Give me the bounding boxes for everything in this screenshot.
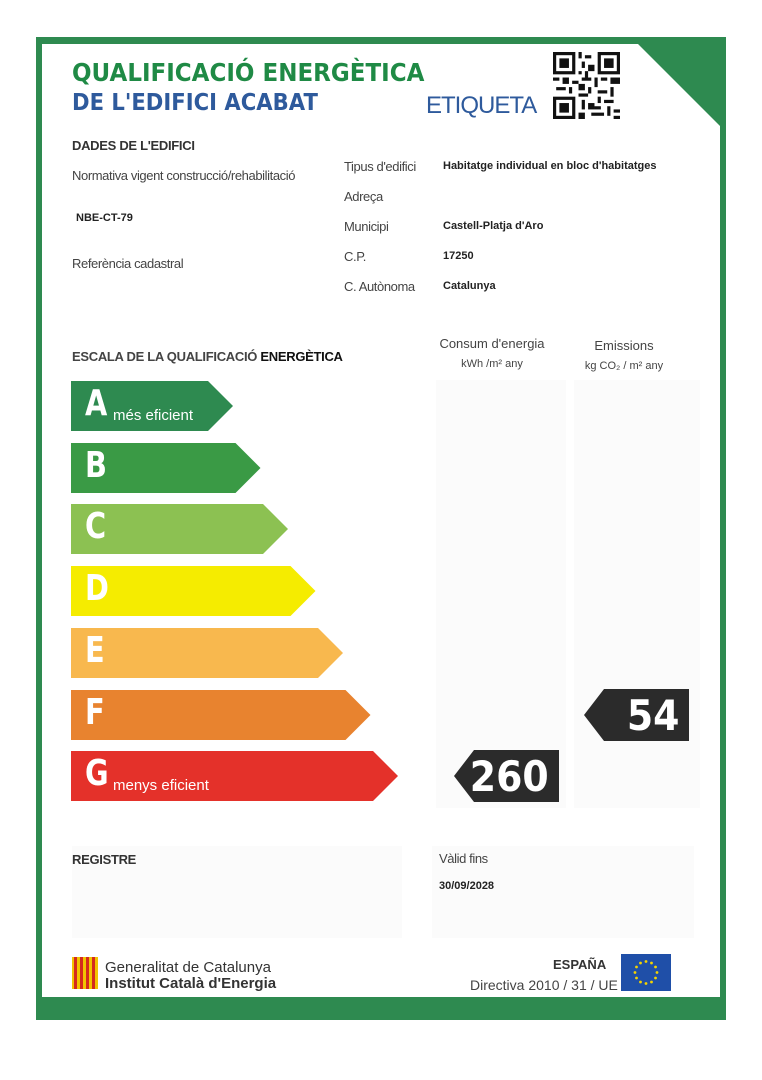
- grade-bar-f: [71, 690, 371, 740]
- grade-g-note: menys eficient: [113, 777, 209, 795]
- grade-bar-e: [71, 628, 343, 678]
- consum-header-title: Consum d'energia: [439, 336, 545, 351]
- codi-postal-value: 17250: [443, 250, 474, 262]
- grade-c-letter: C: [85, 506, 107, 548]
- eu-star: [635, 966, 638, 969]
- grade-bar-g: [71, 751, 398, 801]
- valid-until-label: Vàlid fins: [439, 851, 488, 866]
- eu-flag-icon: [621, 954, 671, 991]
- institut-name: Institut Català d'Energia: [105, 975, 277, 992]
- grade-d-letter: D: [85, 568, 109, 610]
- grade-g-letter: G: [85, 753, 109, 795]
- grade-bar-f-arrow: [71, 690, 371, 740]
- grade-f-letter: F: [85, 691, 105, 733]
- scale-title-part1: ESCALA DE LA QUALIFICACIÓ: [72, 349, 258, 364]
- emissions-rating-badge: [584, 689, 689, 741]
- grade-bar-c: [71, 504, 288, 554]
- eu-star: [654, 966, 657, 969]
- consum-rating-value: 260: [470, 752, 549, 802]
- grade-a-letter: A: [85, 383, 108, 424]
- directive-label: Directiva 2010 / 31 / UE: [470, 977, 618, 993]
- consum-column: [436, 380, 566, 808]
- consum-units: kWh /m² any: [461, 358, 523, 370]
- grade-e-letter: E: [85, 629, 105, 671]
- comunitat-autonoma-label: C. Autònoma: [344, 279, 415, 294]
- municipi-label: Municipi: [344, 219, 389, 234]
- consum-rating-badge: [454, 750, 559, 802]
- grade-a-note: més eficient: [113, 407, 194, 424]
- building-section-title: DADES DE L'EDIFICI: [72, 138, 195, 153]
- municipi-value: Castell-Platja d'Aro: [443, 220, 544, 232]
- eu-star: [635, 977, 638, 980]
- eu-star: [645, 982, 648, 985]
- grade-bar-e-arrow: [71, 628, 343, 678]
- emissions-header: [564, 336, 684, 376]
- tipus-edifici-value: Habitatge individual en bloc d'habitatges: [443, 160, 657, 172]
- normativa-value: NBE-CT-79: [76, 212, 133, 224]
- emissions-units: kg CO₂ / m² any: [584, 360, 664, 372]
- grade-bar-d: [71, 566, 316, 616]
- eu-star: [656, 971, 659, 974]
- generalitat-logo-icon: [72, 957, 98, 989]
- scale-title-part2: ENERGÈTICA: [260, 349, 343, 364]
- label-title-line2: DE L'EDIFICI ACABAT: [72, 90, 318, 116]
- eu-star: [650, 981, 653, 984]
- eu-star: [639, 962, 642, 965]
- emissions-rating-value: 54: [626, 690, 679, 740]
- registre-title: REGISTRE: [72, 852, 137, 867]
- qr-code-icon: [553, 52, 620, 119]
- tipus-edifici-label: Tipus d'edifici: [344, 159, 416, 174]
- normativa-label: Normativa vigent construcció/rehabilitació: [72, 168, 296, 183]
- referencia-cadastral-label: Referència cadastral: [72, 256, 184, 271]
- grade-bar-a: [71, 381, 233, 431]
- eu-star: [639, 981, 642, 984]
- emissions-header-title: Emissions: [594, 338, 654, 353]
- generalitat-name: Generalitat de Catalunya: [105, 959, 271, 976]
- label-title-line1: QUALIFICACIÓ ENERGÈTICA: [72, 58, 425, 87]
- consum-header: [432, 334, 552, 374]
- codi-postal-label: C.P.: [344, 249, 367, 264]
- scale-title: [72, 349, 343, 364]
- comunitat-autonoma-value: Catalunya: [443, 280, 496, 292]
- etiqueta-caption: ETIQUETA: [426, 92, 537, 119]
- grade-b-letter: B: [85, 444, 107, 486]
- country-label: ESPAÑA: [553, 957, 607, 972]
- eu-star: [645, 960, 648, 963]
- eu-star: [634, 971, 637, 974]
- emissions-column: [574, 380, 700, 808]
- grade-bar-b: [71, 443, 261, 493]
- valid-until-value: 30/09/2028: [439, 880, 495, 892]
- eu-star: [650, 962, 653, 965]
- eu-star: [654, 977, 657, 980]
- adreca-label: Adreça: [344, 189, 383, 204]
